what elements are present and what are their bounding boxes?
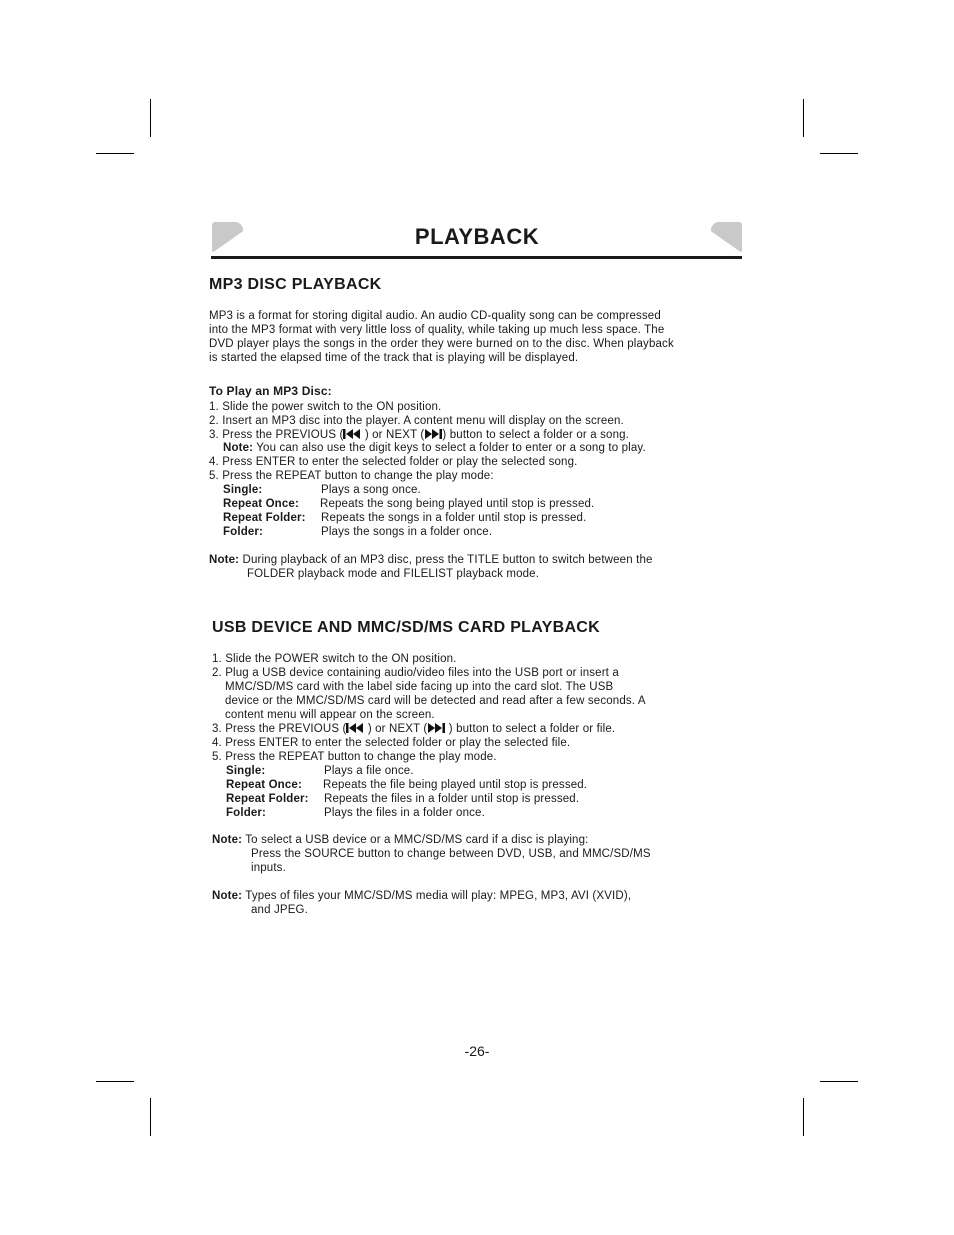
note-label: Note: bbox=[212, 834, 243, 846]
mode-text: Plays a song once. bbox=[321, 484, 421, 496]
mode-text: Repeats the song being played until stop is pressed. bbox=[320, 498, 595, 510]
step-text: 3. Press the PREVIOUS ( bbox=[209, 429, 344, 441]
usb-note-2-cont: and JPEG. bbox=[251, 904, 308, 916]
mode-text: Repeats the files in a folder until stop is pressed. bbox=[324, 793, 580, 805]
usb-note-1-cont: Press the SOURCE button to change between DVD, USB, and MMC/SD/MS bbox=[251, 848, 651, 860]
header-rule bbox=[211, 256, 742, 259]
mode-label: Folder: bbox=[226, 807, 267, 819]
mp3-intro bbox=[209, 309, 749, 365]
note-label: Note: bbox=[223, 442, 254, 454]
intro-line: MP3 is a format for storing digital audio. An audio CD-quality song can be compressed bbox=[209, 310, 661, 322]
usb-step-2-cont: content menu will appear on the screen. bbox=[225, 709, 435, 721]
usb-step-4: 4. Press ENTER to enter the selected folder or play the selected file. bbox=[212, 737, 571, 749]
mode-label: Repeat Folder: bbox=[223, 512, 306, 524]
crop-mark bbox=[803, 1098, 804, 1136]
usb-step-2-cont: device or the MMC/SD/MS card will be detected and read after a few seconds. A bbox=[225, 695, 646, 707]
mode-text: Repeats the file being played until stop is pressed. bbox=[323, 779, 588, 791]
mp3-note-cont: FOLDER playback mode and FILELIST playback mode. bbox=[247, 568, 540, 580]
intro-line: is started the elapsed time of the track that is playing will be displayed. bbox=[209, 352, 579, 364]
mode-text: Plays a file once. bbox=[324, 765, 414, 777]
note-label: Note: bbox=[209, 554, 240, 566]
usb-note-1-cont: inputs. bbox=[251, 862, 286, 874]
crop-mark bbox=[820, 1081, 858, 1082]
usb-step-3 bbox=[212, 722, 615, 737]
mp3-heading: MP3 DISC PLAYBACK bbox=[209, 276, 382, 293]
mp3-step-4: 4. Press ENTER to enter the selected folder or play the selected song. bbox=[209, 456, 578, 468]
usb-note-2 bbox=[212, 889, 631, 903]
mode-text: Plays the files in a folder once. bbox=[324, 807, 485, 819]
usb-step-2-cont: MMC/SD/MS card with the label side facing up into the card slot. The USB bbox=[225, 681, 614, 693]
crop-mark bbox=[803, 99, 804, 137]
note-label: Note: bbox=[212, 890, 243, 902]
step-text: 3. Press the PREVIOUS ( bbox=[212, 723, 347, 735]
mode-label: Repeat Once: bbox=[226, 779, 302, 791]
usb-heading: USB DEVICE AND MMC/SD/MS CARD PLAYBACK bbox=[212, 619, 601, 636]
note-text: To select a USB device or a MMC/SD/MS card if a disc is playing: bbox=[242, 834, 589, 846]
crop-mark bbox=[150, 99, 151, 137]
step-text: ) or NEXT ( bbox=[364, 723, 428, 735]
step-text: ) button to select a folder or a song. bbox=[442, 429, 630, 441]
mp3-note bbox=[209, 553, 653, 567]
mode-label: Repeat Folder: bbox=[226, 793, 309, 805]
previous-track-icon bbox=[346, 723, 364, 737]
usb-step-5: 5. Press the REPEAT button to change the play mode. bbox=[212, 751, 497, 763]
mode-text: Plays the songs in a folder once. bbox=[321, 526, 493, 538]
crop-mark bbox=[820, 153, 858, 154]
usb-step-2: 2. Plug a USB device containing audio/video files into the USB port or insert a bbox=[212, 667, 619, 679]
mp3-step-3-note bbox=[223, 441, 646, 455]
step-text: ) or NEXT ( bbox=[361, 429, 425, 441]
mode-text: Repeats the songs in a folder until stop is pressed. bbox=[321, 512, 587, 524]
mp3-step-1: 1. Slide the power switch to the ON position. bbox=[209, 401, 442, 413]
intro-line: DVD player plays the songs in the order they were burned on to the disc. When playback bbox=[209, 338, 674, 350]
crop-mark bbox=[150, 1098, 151, 1136]
mode-label: Folder: bbox=[223, 526, 264, 538]
crop-mark bbox=[96, 153, 134, 154]
note-text: During playback of an MP3 disc, press the TITLE button to switch between the bbox=[239, 554, 653, 566]
mp3-step-2: 2. Insert an MP3 disc into the player. A content menu will display on the screen. bbox=[209, 415, 624, 427]
mode-label: Single: bbox=[223, 484, 263, 496]
step-text: ) button to select a folder or file. bbox=[445, 723, 616, 735]
usb-step-1: 1. Slide the POWER switch to the ON position. bbox=[212, 653, 457, 665]
page-title: PLAYBACK bbox=[414, 224, 540, 249]
mp3-step-5: 5. Press the REPEAT button to change the play mode: bbox=[209, 470, 494, 482]
note-text: Types of files your MMC/SD/MS media will play: MPEG, MP3, AVI (XVID), bbox=[242, 890, 632, 902]
note-text: You can also use the digit keys to select a folder to enter or a song to play. bbox=[253, 442, 646, 454]
next-track-icon bbox=[427, 723, 445, 737]
usb-note-1 bbox=[212, 833, 589, 847]
mode-label: Single: bbox=[226, 765, 266, 777]
intro-line: into the MP3 format with very little loss of quality, while taking up much less space. The bbox=[209, 324, 665, 336]
page-number: -26- bbox=[464, 1043, 490, 1059]
mode-label: Repeat Once: bbox=[223, 498, 299, 510]
crop-mark bbox=[96, 1081, 134, 1082]
mp3-subheading: To Play an MP3 Disc: bbox=[209, 384, 332, 398]
